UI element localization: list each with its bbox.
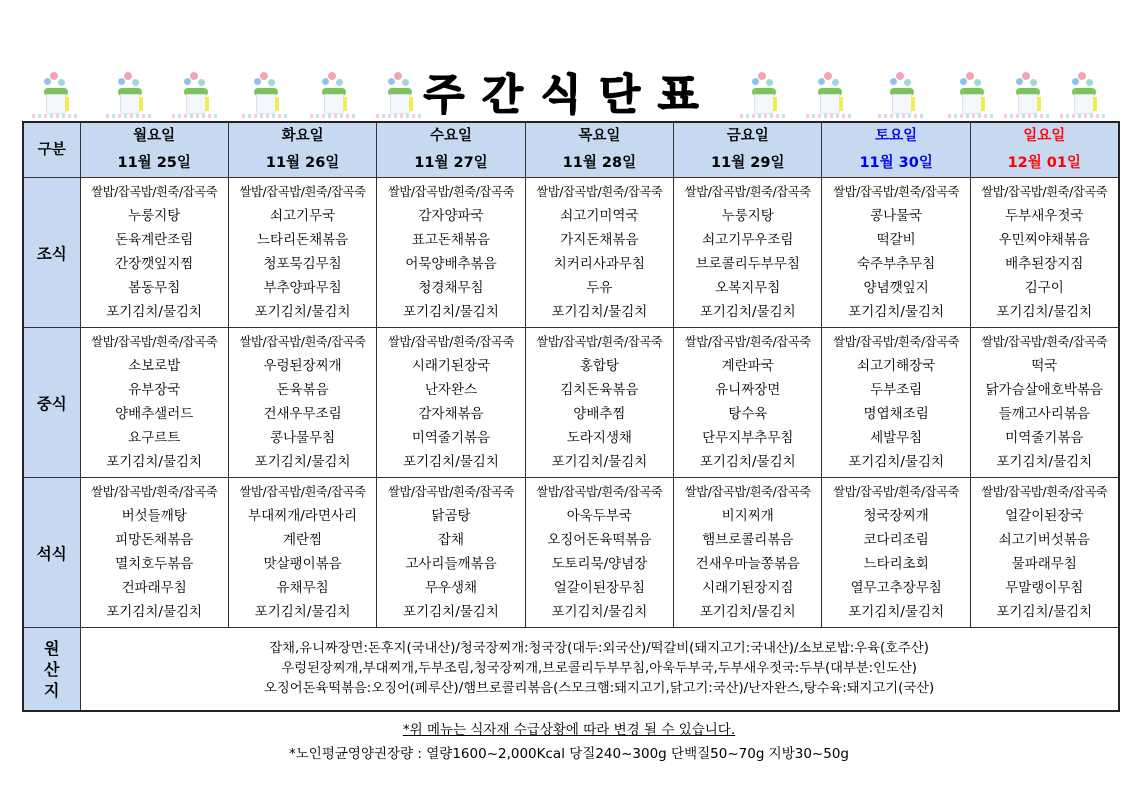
dish-item: 우렁된장찌개: [263, 358, 342, 374]
meal-row: [23, 478, 1119, 628]
rice-options: 쌀밥/잡곡밥/흰죽/잡곡죽: [91, 335, 218, 349]
dish-item: 단무지부추무침: [702, 430, 794, 446]
dish-item: 포기김치/물김치: [996, 454, 1093, 470]
weekday: 목요일: [578, 128, 621, 144]
dish-item: 두부조림: [870, 382, 923, 398]
dish-item: 포기김치/물김치: [996, 304, 1093, 320]
dish-item: 무말랭이무침: [1005, 580, 1084, 596]
day-header-sat: [822, 122, 970, 178]
flower-pot-icon: [30, 70, 80, 120]
dish-item: 김치돈육볶음: [560, 382, 639, 398]
origin-line: 잡채,유니짜장면:돈후지(국내산)/청국장찌개:청국장(대두:외국산)/떡갈비(돼지고기:국내산)/소보로밥:우육(호주산): [269, 641, 929, 656]
dish-item: 오복지무침: [715, 280, 781, 296]
date: 11월 27일: [414, 155, 488, 171]
dish-item: 양배추샐러드: [115, 406, 194, 422]
weekday: 수요일: [429, 128, 472, 144]
dish-item: 포기김치/물김치: [106, 604, 203, 620]
rice-options: 쌀밥/잡곡밥/흰죽/잡곡죽: [239, 335, 366, 349]
dish-item: 들깨고사리볶음: [998, 406, 1090, 422]
dish-item: 계란찜: [283, 532, 323, 548]
dish-item: 포기김치/물김치: [403, 304, 499, 320]
origin-row: [23, 628, 1119, 712]
origin-line: 우렁된장찌개,부대찌개,두부조림,청국장찌개,브로콜리두부무침,아욱두부국,두부새우젓국:두부(대부분:인도산): [281, 661, 917, 676]
dish-item: 건새우무조림: [263, 406, 342, 422]
dish-item: 느타리돈채볶음: [256, 232, 349, 248]
dish-item: 청경채무침: [418, 280, 484, 296]
dish-item: 요구르트: [128, 430, 181, 446]
dish-item: 유채무침: [276, 580, 329, 596]
menu-cell-wed: [377, 328, 525, 478]
menu-cell-wed: [377, 478, 525, 628]
dish-item: 닭가슴살애호박볶음: [985, 382, 1103, 398]
rice-options: 쌀밥/잡곡밥/흰죽/잡곡죽: [91, 485, 218, 499]
rice-options: 쌀밥/잡곡밥/흰죽/잡곡죽: [833, 335, 960, 349]
dish-item: 봄동무침: [128, 280, 181, 296]
day-header-wed: [377, 122, 525, 178]
day-header-thu: [525, 122, 673, 178]
flower-pot-icon: [1002, 70, 1052, 120]
dish-item: 콩나물국: [870, 208, 923, 224]
nutrition-guideline: *노인평균영양권장량 : 열량1600~2,000Kcal 당질240~300g 단백질50~70g 지방30~50g: [289, 746, 849, 762]
rice-options: 쌀밥/잡곡밥/흰죽/잡곡죽: [833, 185, 960, 199]
menu-cell-thu: [525, 328, 673, 478]
rice-options: 쌀밥/잡곡밥/흰죽/잡곡죽: [981, 485, 1108, 499]
dish-item: 감자채볶음: [418, 406, 484, 422]
dish-item: 쇠고기미역국: [560, 208, 639, 224]
rice-options: 쌀밥/잡곡밥/흰죽/잡곡죽: [536, 335, 663, 349]
rice-options: 쌀밥/잡곡밥/흰죽/잡곡죽: [387, 185, 514, 199]
dish-item: 유니짜장면: [715, 382, 781, 398]
dish-item: 돈육계란조림: [115, 232, 194, 248]
dish-item: 버섯들깨탕: [121, 508, 187, 524]
menu-cell-thu: [525, 178, 673, 328]
dish-item: 두유: [586, 280, 613, 296]
dish-item: 청국장찌개: [863, 508, 929, 524]
dish-item: 쇠고기해장국: [857, 358, 936, 374]
flower-pot-icon: [374, 70, 424, 120]
meal-row: [23, 178, 1119, 328]
dish-item: 김구이: [1024, 280, 1064, 296]
dish-item: 두부새우젓국: [1005, 208, 1084, 224]
weekday: 화요일: [281, 128, 324, 144]
dish-item: 포기김치/물김치: [699, 304, 796, 320]
corner-label: 구분: [23, 122, 80, 178]
flower-pot-icon: [738, 70, 788, 120]
dish-item: 우민찌야채볶음: [998, 232, 1090, 248]
dish-item: 시래기된장국: [411, 358, 491, 374]
dish-item: 부대찌개/라면사리: [248, 508, 358, 524]
meal-row: [23, 328, 1119, 478]
menu-cell-sun: [970, 178, 1118, 328]
dish-item: 포기김치/물김치: [699, 604, 796, 620]
dish-item: 배추된장지짐: [1005, 256, 1084, 272]
rice-options: 쌀밥/잡곡밥/흰죽/잡곡죽: [833, 485, 960, 499]
date: 11월 26일: [265, 155, 340, 171]
rice-options: 쌀밥/잡곡밥/흰죽/잡곡죽: [981, 185, 1108, 199]
rice-options: 쌀밥/잡곡밥/흰죽/잡곡죽: [239, 185, 366, 199]
dish-item: 누룽지탕: [128, 208, 181, 224]
origin-info: [80, 628, 1119, 712]
dish-item: 포기김치/물김치: [848, 604, 945, 620]
dish-item: 쇠고기무우조림: [702, 232, 794, 248]
header-row: [23, 122, 1119, 178]
rice-options: 쌀밥/잡곡밥/흰죽/잡곡죽: [684, 185, 811, 199]
menu-cell-tue: [228, 478, 376, 628]
dish-item: 건파래무침: [121, 580, 187, 596]
page-title: 주간식단표: [423, 70, 717, 119]
dish-item: 명엽채조림: [863, 406, 929, 422]
origin-label: 원 산 지: [23, 628, 80, 712]
origin-line: 오징어돈육떡볶음:오징어(페루산)/햄브로콜리볶음(스모크햄:돼지고기,닭고기:국산)/난자완스,탕수육:돼지고기(국산): [264, 681, 935, 696]
menu-cell-wed: [377, 178, 525, 328]
dish-item: 포기김치/물김치: [551, 304, 648, 320]
dish-item: 유부장국: [128, 382, 181, 398]
menu-cell-sat: [822, 328, 970, 478]
dish-item: 포기김치/물김치: [848, 304, 945, 320]
dish-item: 포기김치/물김치: [848, 454, 945, 470]
menu-cell-mon: [80, 178, 228, 328]
dish-item: 쇠고기무국: [269, 208, 336, 224]
dish-item: 간장깻잎지찜: [115, 256, 194, 272]
dish-item: 포기김치/물김치: [403, 604, 499, 620]
dish-item: 물파래무침: [1011, 556, 1077, 572]
rice-options: 쌀밥/잡곡밥/흰죽/잡곡죽: [91, 185, 218, 199]
flower-pot-icon: [170, 70, 220, 120]
dish-item: 비지찌개: [721, 508, 774, 524]
dish-item: 양배추찜: [573, 406, 626, 422]
dish-item: 맛살팽이볶음: [263, 556, 342, 572]
rice-options: 쌀밥/잡곡밥/흰죽/잡곡죽: [684, 335, 811, 349]
dish-item: 숙주부추무침: [857, 256, 936, 272]
flower-pot-icon: [946, 70, 996, 120]
dish-item: 떡갈비: [876, 232, 916, 248]
menu-cell-fri: [674, 328, 822, 478]
dish-item: 포기김치/물김치: [254, 454, 351, 470]
dish-item: 잡채: [437, 532, 465, 548]
date: 11월 29일: [711, 155, 785, 171]
dish-item: 표고돈채볶음: [411, 232, 491, 248]
dish-item: 아욱두부국: [566, 508, 632, 524]
dish-item: 포기김치/물김치: [403, 454, 499, 470]
flower-pot-icon: [240, 70, 290, 120]
date: 12월 01일: [1007, 155, 1081, 171]
dish-item: 어묵양배추볶음: [405, 256, 497, 272]
menu-cell-mon: [80, 478, 228, 628]
dish-item: 미역줄기볶음: [411, 430, 491, 446]
dish-item: 콩나물무침: [269, 430, 336, 446]
meal-label: 석식: [23, 478, 80, 628]
dish-item: 부추양파무침: [263, 280, 342, 296]
dish-item: 느타리초회: [863, 556, 929, 572]
dish-item: 소보로밥: [128, 358, 181, 374]
dish-item: 포기김치/물김치: [106, 454, 203, 470]
flower-pot-icon: [1058, 70, 1108, 120]
flower-pot-icon: [104, 70, 154, 120]
rice-options: 쌀밥/잡곡밥/흰죽/잡곡죽: [387, 335, 514, 349]
flower-pot-icon: [804, 70, 854, 120]
dish-item: 코다리조림: [863, 532, 929, 548]
dish-item: 도라지생채: [566, 430, 632, 446]
menu-cell-tue: [228, 178, 376, 328]
dish-item: 포기김치/물김치: [699, 454, 796, 470]
weekday: 월요일: [133, 128, 176, 144]
rice-options: 쌀밥/잡곡밥/흰죽/잡곡죽: [684, 485, 811, 499]
menu-cell-sun: [970, 478, 1118, 628]
day-header-sun: [970, 122, 1118, 178]
dish-item: 청포묵김무침: [263, 256, 342, 272]
dish-item: 포기김치/물김치: [551, 454, 648, 470]
dish-item: 얼갈이된장무침: [553, 580, 646, 596]
dish-item: 치커리사과무침: [553, 256, 646, 272]
dish-item: 가지돈채볶음: [560, 232, 639, 248]
menu-cell-thu: [525, 478, 673, 628]
dish-item: 피망돈채볶음: [115, 532, 194, 548]
date: 11월 28일: [562, 155, 637, 171]
flower-pot-icon: [308, 70, 358, 120]
menu-cell-sun: [970, 328, 1118, 478]
dish-item: 닭곰탕: [431, 508, 471, 524]
dish-item: 쇠고기버섯볶음: [998, 532, 1090, 548]
dish-item: 홍합탕: [579, 358, 619, 374]
dish-item: 미역줄기볶음: [1005, 430, 1084, 446]
dish-item: 오징어돈육떡볶음: [547, 532, 652, 548]
rice-options: 쌀밥/잡곡밥/흰죽/잡곡죽: [536, 485, 663, 499]
weekday: 토요일: [875, 128, 918, 144]
menu-cell-fri: [674, 178, 822, 328]
day-header-mon: [80, 122, 228, 178]
menu-change-notice: *위 메뉴는 식자재 수급상황에 따라 변경 될 수 있습니다.: [402, 722, 736, 738]
dish-item: 포기김치/물김치: [551, 604, 648, 620]
day-header-fri: [674, 122, 822, 178]
dish-item: 햄브로콜리볶음: [702, 532, 794, 548]
dish-item: 난자완스: [424, 382, 478, 398]
dish-item: 세발무침: [870, 430, 923, 446]
menu-cell-tue: [228, 328, 376, 478]
dish-item: 양념깻잎지: [863, 280, 929, 296]
day-header-tue: [228, 122, 376, 178]
date: 11월 30일: [859, 155, 933, 171]
rice-options: 쌀밥/잡곡밥/흰죽/잡곡죽: [239, 485, 366, 499]
dish-item: 시래기된장지짐: [702, 580, 794, 596]
meal-label: 조식: [23, 178, 80, 328]
rice-options: 쌀밥/잡곡밥/흰죽/잡곡죽: [536, 185, 663, 199]
menu-cell-sat: [822, 478, 970, 628]
dish-item: 돈육볶음: [276, 382, 329, 398]
dish-item: 포기김치/물김치: [106, 304, 203, 320]
dish-item: 브로콜리두부무침: [695, 256, 800, 272]
date: 11월 25일: [117, 155, 191, 171]
meal-label: 중식: [23, 328, 80, 478]
dish-item: 건새우마늘쫑볶음: [695, 556, 800, 572]
weekday: 일요일: [1023, 128, 1066, 144]
flower-pot-icon: [876, 70, 926, 120]
menu-cell-mon: [80, 328, 228, 478]
dish-item: 도토리묵/양념장: [551, 556, 648, 572]
rice-options: 쌀밥/잡곡밥/흰죽/잡곡죽: [981, 335, 1108, 349]
dish-item: 얼갈이된장국: [1005, 508, 1084, 524]
rice-options: 쌀밥/잡곡밥/흰죽/잡곡죽: [387, 485, 514, 499]
dish-item: 누룽지탕: [721, 208, 774, 224]
dish-item: 무우생채: [424, 580, 478, 596]
weekly-menu-table: [22, 121, 1120, 712]
dish-item: 계란파국: [721, 358, 774, 374]
menu-cell-sat: [822, 178, 970, 328]
dish-item: 떡국: [1031, 358, 1058, 374]
weekday: 금요일: [726, 128, 769, 144]
dish-item: 감자양파국: [418, 208, 484, 224]
dish-item: 고사리들깨볶음: [405, 556, 497, 572]
dish-item: 포기김치/물김치: [996, 604, 1093, 620]
dish-item: 탕수육: [728, 406, 768, 422]
dish-item: 포기김치/물김치: [254, 604, 351, 620]
dish-item: 멸치호두볶음: [115, 556, 194, 572]
dish-item: 열무고추장무침: [850, 580, 942, 596]
menu-cell-fri: [674, 478, 822, 628]
dish-item: 포기김치/물김치: [254, 304, 351, 320]
